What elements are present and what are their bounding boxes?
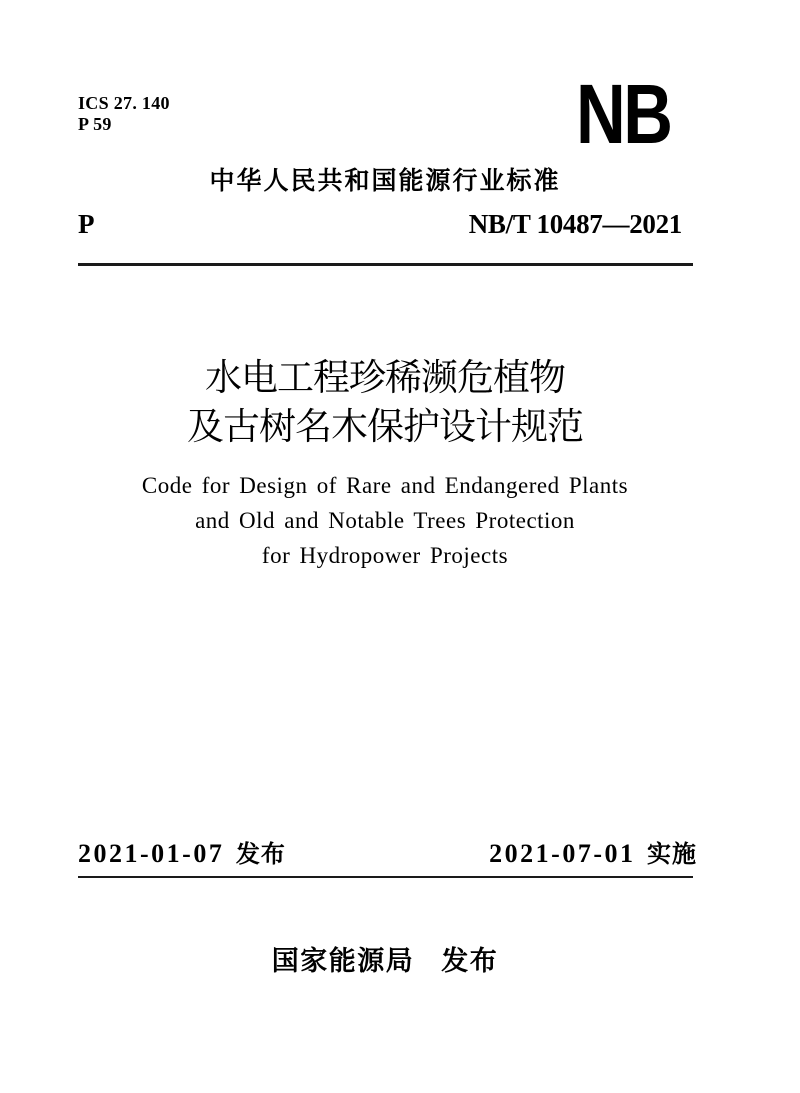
nb-logo: NB (576, 67, 671, 161)
p-mark: P (78, 209, 95, 239)
publish-label: 发布 (235, 841, 286, 868)
implement-label: 实施 (647, 841, 697, 868)
implement-date: 2021-07-01 (489, 839, 636, 868)
title-zh-line1: 水电工程珍稀濒危植物 (205, 358, 565, 399)
bottom-rule (78, 876, 693, 878)
top-rule (78, 263, 693, 266)
standard-type-title: 中华人民共和国能源行业标准 (209, 167, 561, 195)
ics-block (78, 93, 170, 135)
implement-date-group (489, 839, 697, 870)
title-en-line1: Code for Design of Rare and Endangered Plants (141, 473, 629, 498)
ics-code: ICS 27. 140 (78, 93, 170, 113)
title-chinese (78, 354, 692, 452)
publisher-action: 发布 (441, 946, 499, 976)
title-en-line2: and Old and Notable Trees Protection (195, 508, 575, 533)
title-zh-line2: 及古树名木保护设计规范 (187, 407, 583, 448)
publish-date: 2021-01-07 (78, 839, 225, 868)
title-english (78, 468, 692, 573)
publish-date-group (78, 839, 286, 870)
standard-number: NB/T 10487—2021 (468, 209, 682, 239)
title-en-line3: for Hydropower Projects (261, 543, 509, 568)
publisher-name: 国家能源局 (271, 946, 415, 976)
standard-number-row (78, 207, 682, 241)
dates-row (78, 839, 697, 870)
publisher-row (78, 944, 692, 978)
doc-classification-code: P 59 (78, 114, 112, 134)
